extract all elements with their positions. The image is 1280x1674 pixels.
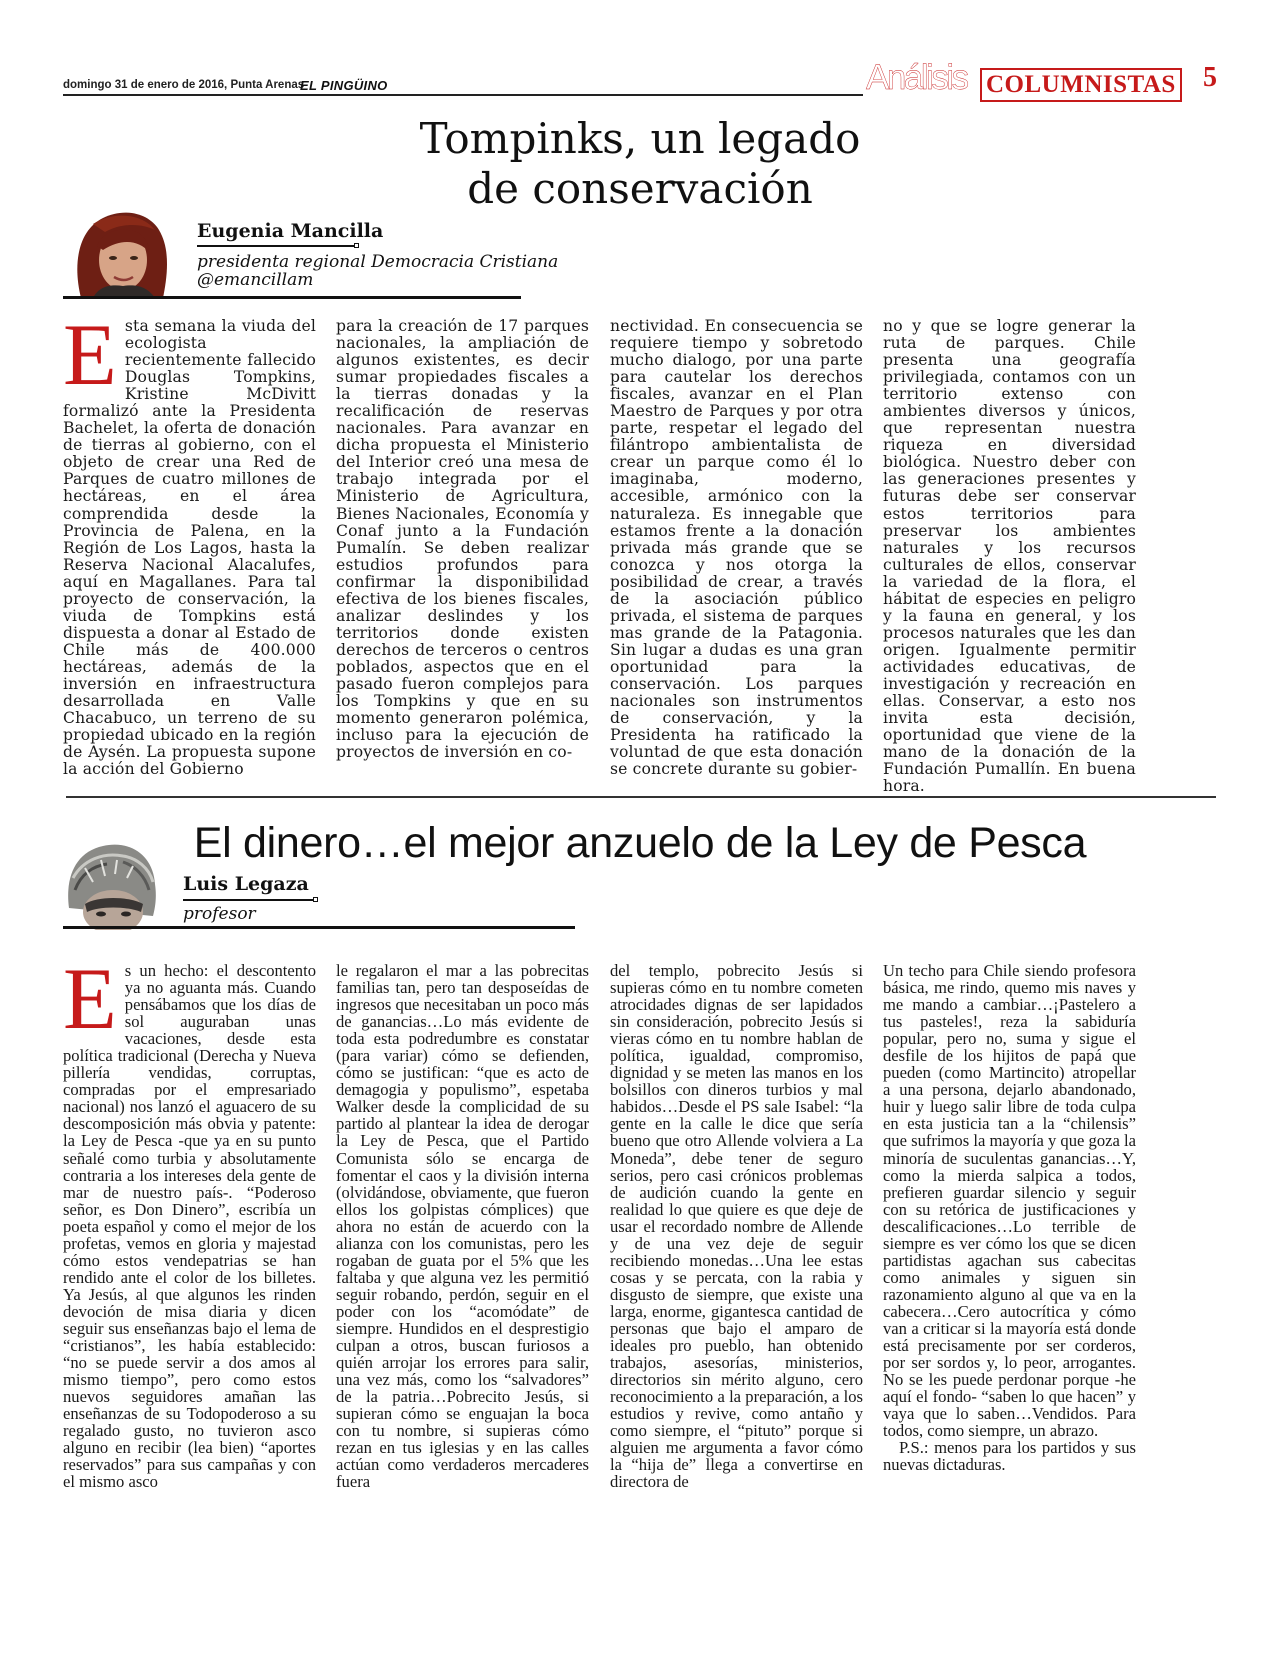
newspaper-logo: EL PINGÜINO [300,78,388,93]
page-number: 5 [1203,62,1217,93]
header-rule [63,94,863,96]
article2-name-rule [183,899,316,901]
article1-title [300,114,980,214]
article1-column-4-text: no y que se logre generar la ruta de parques. Chile presenta una geografía privilegiada, contamos con un territorio extenso con ambientes diversos y únicos, que representan nuestra riqueza en diversidad biológica. Nuestro deber con las generaciones presentes y futuras debe ser conservar estos territorios para preservar los ambientes naturales y los recursos culturales de ellos, conservar la variedad de la flora, el hábitat de especies en peligro y la fauna en general, y los procesos naturales que les dan origen. Igualmente permitir actividades educativas, de investigación y recreación en ellas. Conservar, a esto nos invita esta decisión, oportunidad que viene de la mano de la donación de la Fundación Pumallín. En buena hora. [883,317,1136,796]
article2-column-2 [336,962,589,1490]
article1-author: Eugenia Mancilla [197,220,384,242]
article1-name-dot [354,243,359,248]
article2-postscript: P.S.: menos para los partidos y sus nuevas dictaduras. [883,1438,1136,1475]
article1-column-2 [336,318,589,761]
section-label: Análisis [866,58,967,97]
article2-column-1 [63,951,316,1492]
article1-author-role: presidenta regional Democracia Cristiana [197,252,559,272]
author-photo-mancilla [63,206,178,298]
article1-column-2-text: para la creación de 17 parques nacionales, la ampliación de algunos existentes, es decir sumar propiedades fiscales a la tierras donadas y la recalificación de reservas nacionales. Para avanzar en dicha propuesta el Ministerio del Interior creó una mesa de trabajo integrada por el Ministerio de Agricultura, Bienes Nacionales, Economía y Conaf junto a la Fundación Pumalín. Se deben realizar estudios profundos para confirmar la disponibilidad efectiva de los bienes fiscales, analizar deslindes y los territorios donde existen derechos de terceros o centros poblados, aspectos que en el pasado fueron complejos para los Tompkins y que en su momento generaron polémica, incluso para la ejecución de proyectos de inversión en co- [336,317,589,762]
article1-title-line2: de conservación [467,164,813,213]
article1-dropcap: E [63,307,117,404]
article2-column-4 [883,962,1136,1473]
article1-column-4 [883,318,1136,795]
article2-column-3 [610,962,863,1490]
article2-dropcap: E [63,951,117,1048]
article2-title: El dinero…el mejor anzuelo de la Ley de Pesca [193,819,1087,867]
article2-column-1-text: s un hecho: el descontento ya no aguanta más. Cuando pensábamos que los días de sol auguraban unas vacaciones, desde esta política tradicional (Derecha y Nueva pillería vendidas, corruptas, compradas por el empresariado nacional) nos lanzó el aguacero de su descomposición más obvia y patente: la Ley de Pesca -que ya en su punto señalé como turbia y absolutamente contraria a los intereses dela gente de mar de nuestro país-. “Poderoso señor, es Don Dinero”, escribía un poeta español y como el mejor de los profetas, vemos en gloria y majestad cómo estos vendepatrias se han rendido ante el color de los billetes. Ya Jesús, al que algunos les rinden devoción de misa diaria y dicen seguir sus enseñanzas bajo el lema de “cristianos”, les había establecido: “no se puede servir a dos amos al mismo tiempo”, pero como estos nuevos seguidores amañan las enseñanzas de su Todopoderoso a su regalado gusto, no tuvieron asco alguno en recibir (lea bien) “aportes reservados” para sus campañas y con el mismo asco [63,961,316,1492]
article2-author: Luis Legaza [183,873,309,895]
article1-column-1-text: sta semana la viuda del ecologista recientemente fallecido Douglas Tompkins, Kristine McDivitt formalizó ante la Presidenta Bachelet, la oferta de donación de tierras al gobierno, con el objeto de crear una Red de Parques de cuatro millones de hectáreas, en el área comprendida desde la Provincia de Palena, en la Región de Los Lagos, hasta la Reserva Nacional Alacalufes, aquí en Magallanes. Para tal proyecto de conservación, la viuda de Tompkins está dispuesta a donar al Estado de Chile más de 400.000 hectáreas, además de la inversión en infraestructura desarrollada en Valle Chacabuco, un terreno de su propiedad ubicado en la región de Aysén. La propuesta supone la acción del Gobierno [63,317,316,779]
article2-column-4-text: Un techo para Chile siendo profesora básica, me rindo, quemo mis naves y me mando a cambiar…¡Pastelero a tus pasteles!, reza la sabiduría popular, pero no, suma y sigue el desfile de los hijitos de papá que pueden (como Martincito) atropellar a una persona, dejarlo abandonado, huir y luego salir libre de toda culpa en esta justicia tan a la “chilensis” que sufrimos la mayoría y que goza la minoría de suculentas ganancias…Y, como la mierda salpica a todos, prefieren guardar silencio y seguir con su retórica de justificaciones y descalificaciones…Lo terrible de siempre es ver cómo los que se dicen partidistas agachan sus cabecitas como animales y siguen sin razonamiento alguno al que va en la cabecera…Cero autocrítica y cómo van a criticar si la mayoría está donde está precisamente por ser corderos, por ser sordos y, lo peor, arrogantes. No se les puede perdonar porque -he aquí el fondo- “saben lo que hacen” y vaya que lo saben…Vendidos. Para todos, como siempre, un abrazo. [883,961,1136,1441]
header-date: domingo 31 de enero de 2016, Punta Arenas [63,79,305,91]
article1-column-3 [610,318,863,778]
section-divider [66,796,1216,798]
section-title: COLUMNISTAS [980,68,1182,102]
author-photo-mancilla-image [63,206,178,298]
article2-name-dot [313,897,318,902]
article2-column-2-text: le regalaron el mar a las pobrecitas familias tan, pero tan desposeídas de ingresos que necesitaban un poco más de ganancias…Lo más evidente de toda esta podredumbre es constatar (para variar) cómo se defienden, cómo se justifican: “que es acto de demagogia y populismo”, espetaba Walker desde la complicidad de su partido al plantear la idea de derogar la Ley de Pesca, que el Partido Comunista sólo se encarga de fomentar el caos y la división interna (olvidándose, obviamente, que fueron ellos los golpistas cómplices) que ahora no están de acuerdo con la alianza con los comunistas, pero les rogaban de guata por el 5% que les faltaba y que alguna vez les permitió seguir robando, perdón, seguir en el poder con los “acomódate” de siempre. Hundidos en el desprestigio culpan a otros, buscan furiosos a quién arrojar los errores para salir, una vez más, como los “salvadores” de la patria…Pobrecito Jesús, si supieran cómo se enguajan la boca con tu nombre, si supieras cómo rezan en tus iglesias y en las calles actúan como verdaderos mercaderes fuera [336,961,589,1492]
article1-column-1 [63,307,316,779]
author-photo-legaza-image [63,838,160,930]
article1-title-line1: Tompinks, un legado [419,114,861,163]
article1-column-3-text: nectividad. En consecuencia se requiere tiempo y sobretodo mucho dialogo, por una parte para cautelar los derechos fiscales, avanzar en el Plan Maestro de Parques y por otra parte, respetar el legado del filántropo ambientalista de crear un parque como él lo imaginaba, moderno, accesible, armónico con la naturaleza. Es innegable que estamos frente a la donación privada más grande que se conozca y nos otorga la posibilidad de crear, a través de la asociación público privada, el sistema de parques mas grande de la Patagonia. Sin lugar a dudas es una gran oportunidad para la conservación. Los parques nacionales son instrumentos de conservación, y la Presidenta ha ratificado la voluntad de que esta donación se concrete durante su gobier- [610,317,863,779]
author-photo-legaza [63,838,160,930]
article1-author-handle: @emancillam [197,270,314,290]
article2-column-3-text: del templo, pobrecito Jesús si supieras cómo en tu nombre cometen atrocidades dignas de ser lapidados sin consideración, pobrecito Jesús si vieras cómo en tu nombre hablan de política, igualdad, compromiso, dignidad y se meten las manos en los bolsillos con dineros turbios y mal habidos…Desde el PS sale Isabel: “la gente en la calle le dice que sería bueno que otro Allende volviera a La Moneda”, debe tener de seguro serios, pero casi crónicos problemas de audición cuando la gente en realidad lo que quiere es que deje de usar el recordado nombre de Allende y de una vez deje de seguir recibiendo monedas…Una lee estas cosas y se percata, con la rabia y disgusto de siempre, que existe una larga, enorme, gigantesca cantidad de personas que bajo el amparo de ideales pro pueblo, han obtenido trabajos, asesorías, ministerios, directorios sin mérito alguno, cero reconocimiento a la preparación, a los estudios y revive, como antaño y como siempre, el “pituto” porque si alguien me argumenta a favor cómo la “hija de” llega a convertirse en directora de [610,961,863,1492]
article1-byline-rule [63,296,521,299]
article2-author-role: profesor [183,904,256,924]
article1-name-rule [197,245,357,247]
article2-byline-rule [63,926,575,929]
